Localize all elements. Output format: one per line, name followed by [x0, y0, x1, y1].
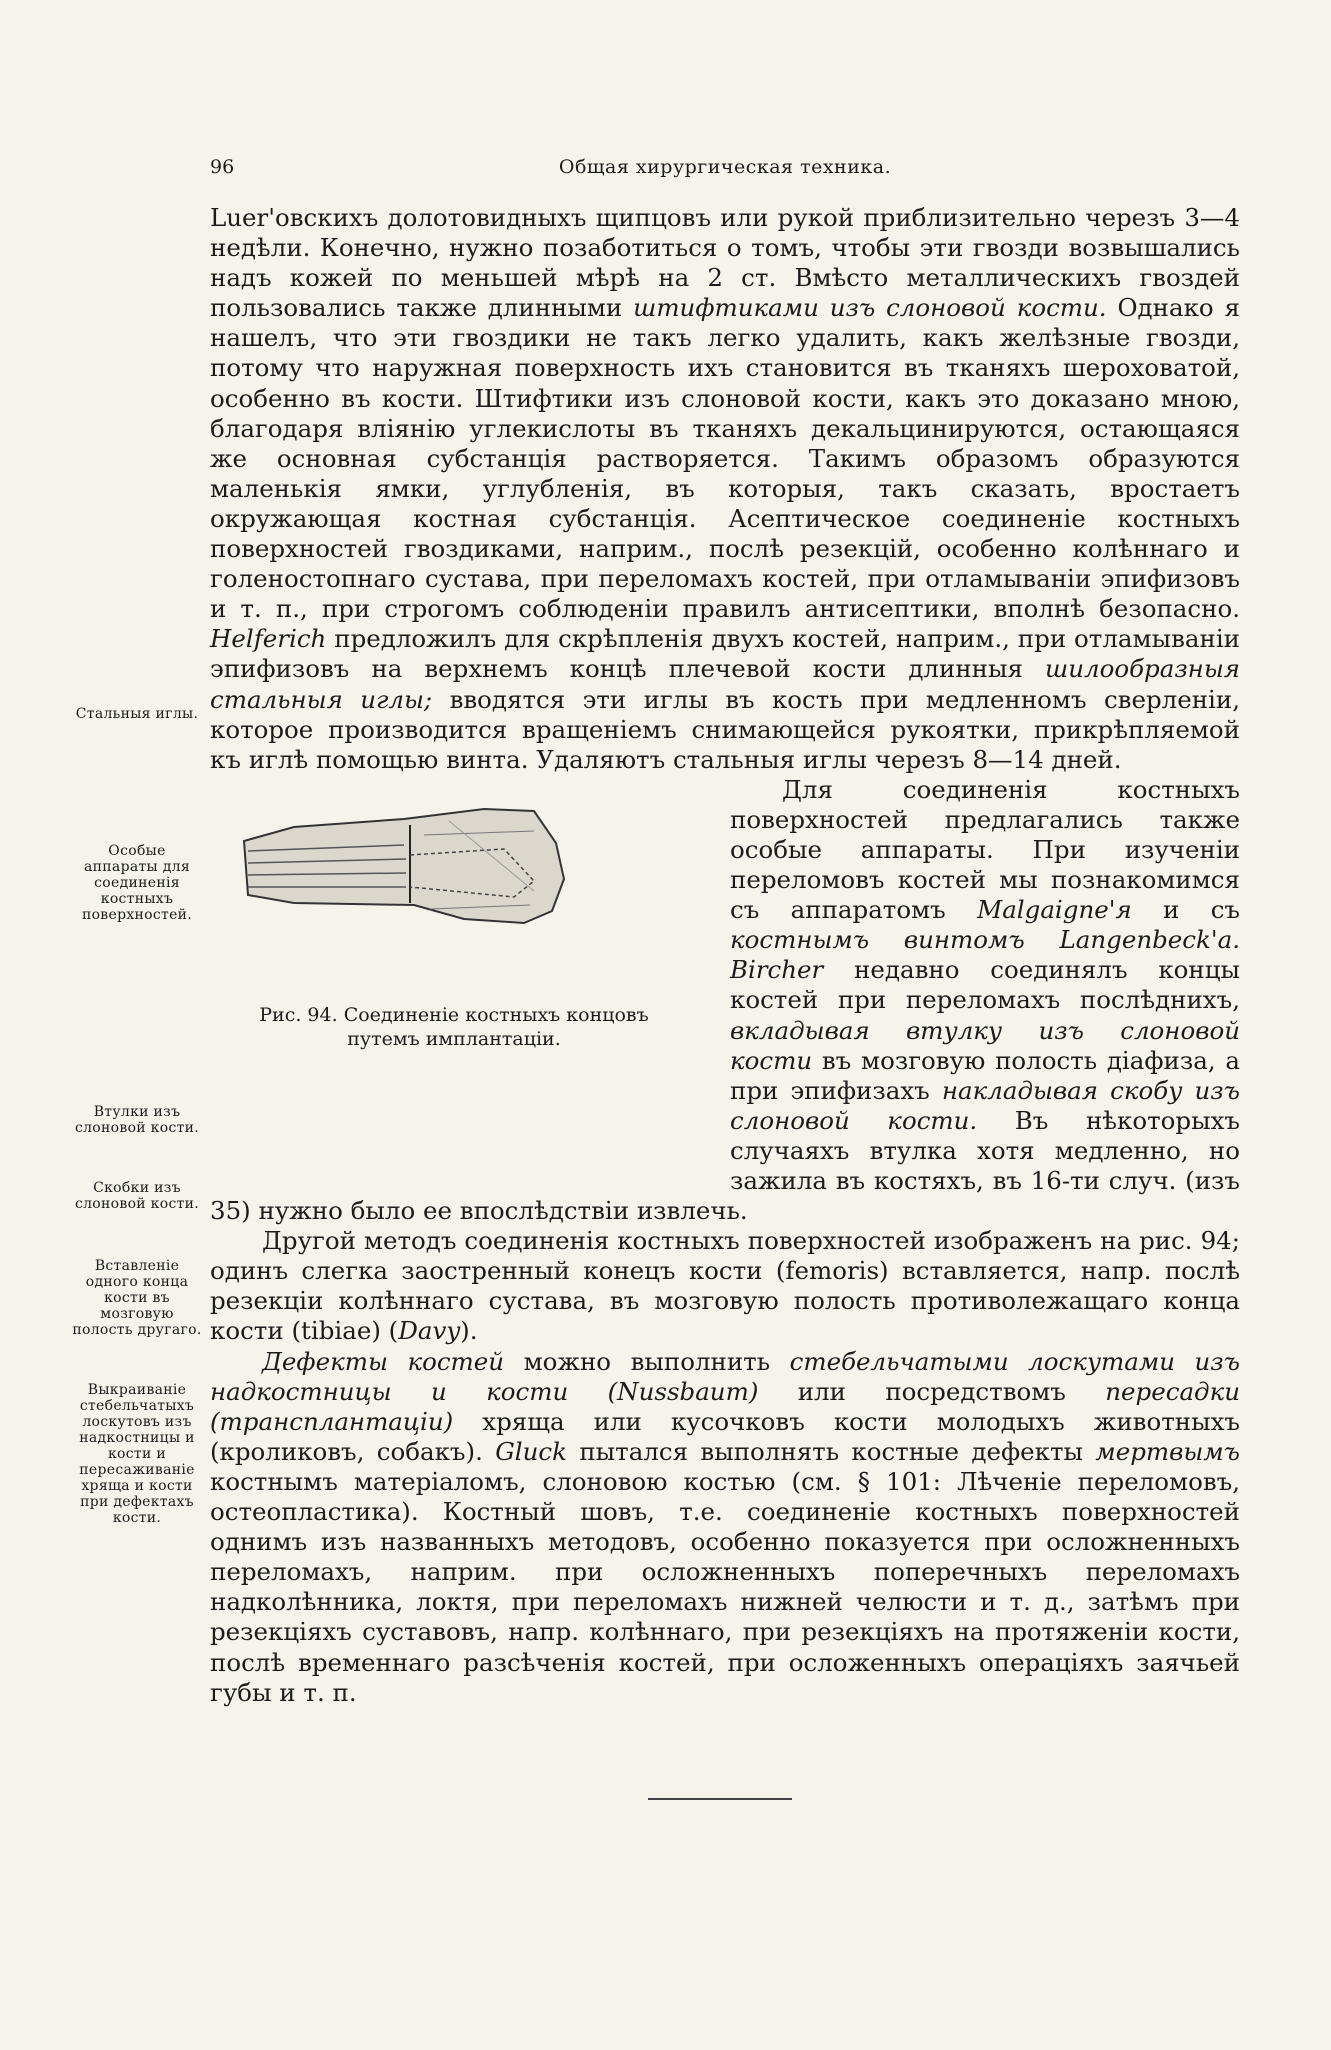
- figure-94: [204, 779, 704, 1175]
- margin-note-flaps-grafts: Выкраиваніе стебельчатыхъ лоскутовъ изъ надкостницы и кости и пересаживаніе хряща и кости при дефектахъ кости.: [79, 1382, 195, 1526]
- end-rule: [648, 1798, 792, 1800]
- body-text: [210, 203, 1240, 1708]
- paragraph-1: Luer'овскихъ долотовидныхъ щипцовъ или рукой приблизительно черезъ 3—4 недѣли. Конечно, нужно позаботиться о томъ, чтобы эти гвозди возвышались надъ кожей по меньшей мѣрѣ на 2 ст. Вмѣсто металлическихъ гвоздей пользовались также длинными штифтиками изъ слоновой кости. Однако я нашелъ, что эти гвоздики не такъ легко удалить, какъ желѣзные гвозди, потому что наружная поверхность ихъ становится въ тканяхъ шероховатой, особенно въ кости. Штифтики изъ слоновой кости, какъ это доказано мною, благодаря вліянію углекислоты въ тканяхъ декальцинируются, остающаяся же основная субстанція растворяется. Такимъ образомъ образуются маленькія ямки, углубленія, въ которыя, такъ сказать, вростаетъ окружающая костная субстанція. Асептическое соединеніе костныхъ поверхностей гвоздиками, наприм., послѣ резекцій, особенно колѣннаго и голеностопнаго сустава, при переломахъ костей, при отламываніи эпифизовъ и т. п., при строгомъ соблюденіи правилъ антисептики, вполнѣ безопасно. Helferich предложилъ для скрѣпленія двухъ костей, наприм., при отламываніи эпифизовъ на верхнемъ концѣ плечевой кости длинныя шилообразныя стальныя иглы; вводятся эти иглы въ кость при медленномъ сверленіи, которое производится вращеніемъ снимающейся рукоятки, прикрѣпляемой къ иглѣ помощью винта. Удаляютъ стальныя иглы черезъ 8—14 дней.: [210, 203, 1240, 774]
- margin-note-steel-needles: Стальныя иглы.: [75, 706, 199, 722]
- margin-note-special-apparatus: Особые аппараты для соединенія костныхъ поверхностей.: [81, 843, 193, 923]
- paragraph-4: Дефекты костей можно выполнить стебельчатыми лоскутами изъ надкостницы и кости (Nussbaum) или посредствомъ пересадки (трансплантаціи) хряща или кусочковъ кости молодыхъ животныхъ (кроликовъ, собакъ). Gluck пытался выполнять костные дефекты мертвымъ костнымъ матеріаломъ, слоновою костью (см. § 101: Лѣченіе переломовъ, остеопластика). Костный шовъ, т.е. соединеніе костныхъ поверхностей однимъ изъ названныхъ методовъ, особенно показуется при осложненныхъ переломахъ, наприм. при осложненныхъ поперечныхъ переломахъ надколѣнника, локтя, при переломахъ нижней челюсти и т. д., затѣмъ при резекціяхъ суставовъ, напр. колѣннаго, при резекціяхъ на протяженіи кости, послѣ временнаго разсѣченія костей, при осложенныхъ операціяхъ заячьей губы и т. п.: [210, 1346, 1240, 1707]
- running-title: Общая хирургическая техника.: [558, 156, 892, 178]
- paragraph-3: Другой методъ соединенія костныхъ поверхностей изображенъ на рис. 94; одинъ слегка заостренный конецъ кости (femoris) вставляется, напр. послѣ резекціи колѣннаго сустава, въ мозговую полость противолежащаго конца кости (tibiae) (Davy).: [210, 1226, 1240, 1346]
- figure-caption: Рис. 94. Соединеніе костныхъ концовъ путемъ имплантаціи.: [259, 1003, 649, 1050]
- margin-note-insertion: Вставленіе одного конца кости въ мозговую полость другаго.: [72, 1258, 202, 1338]
- page-number: 96: [210, 156, 235, 178]
- paragraph-2: Для соединенія костныхъ поверхностей предлагались также особые аппараты. При изученіи переломовъ костей мы познакомимся съ аппаратомъ Malgaigne'я и съ костнымъ винтомъ Langenbeck'а. Bircher недавно соединялъ концы костей при переломахъ послѣднихъ, вкладывая втулку изъ слоновой кости въ мозговую полость діафиза, а при эпифизахъ накладывая скобу изъ слоновой кости. Въ нѣкоторыхъ случаяхъ втулка хотя медленно, но зажила въ костяхъ, въ 16-ти случ. (изъ 35) нужно было ее впослѣдствіи извлечь.: [210, 774, 1241, 1226]
- running-header: [210, 156, 1240, 184]
- margin-note-ivory-sleeves: Втулки изъ слоновой кости.: [74, 1104, 200, 1136]
- margin-note-ivory-clamps: Скобки изъ слоновой кости.: [74, 1180, 200, 1212]
- bone-implant-illustration: [234, 791, 574, 941]
